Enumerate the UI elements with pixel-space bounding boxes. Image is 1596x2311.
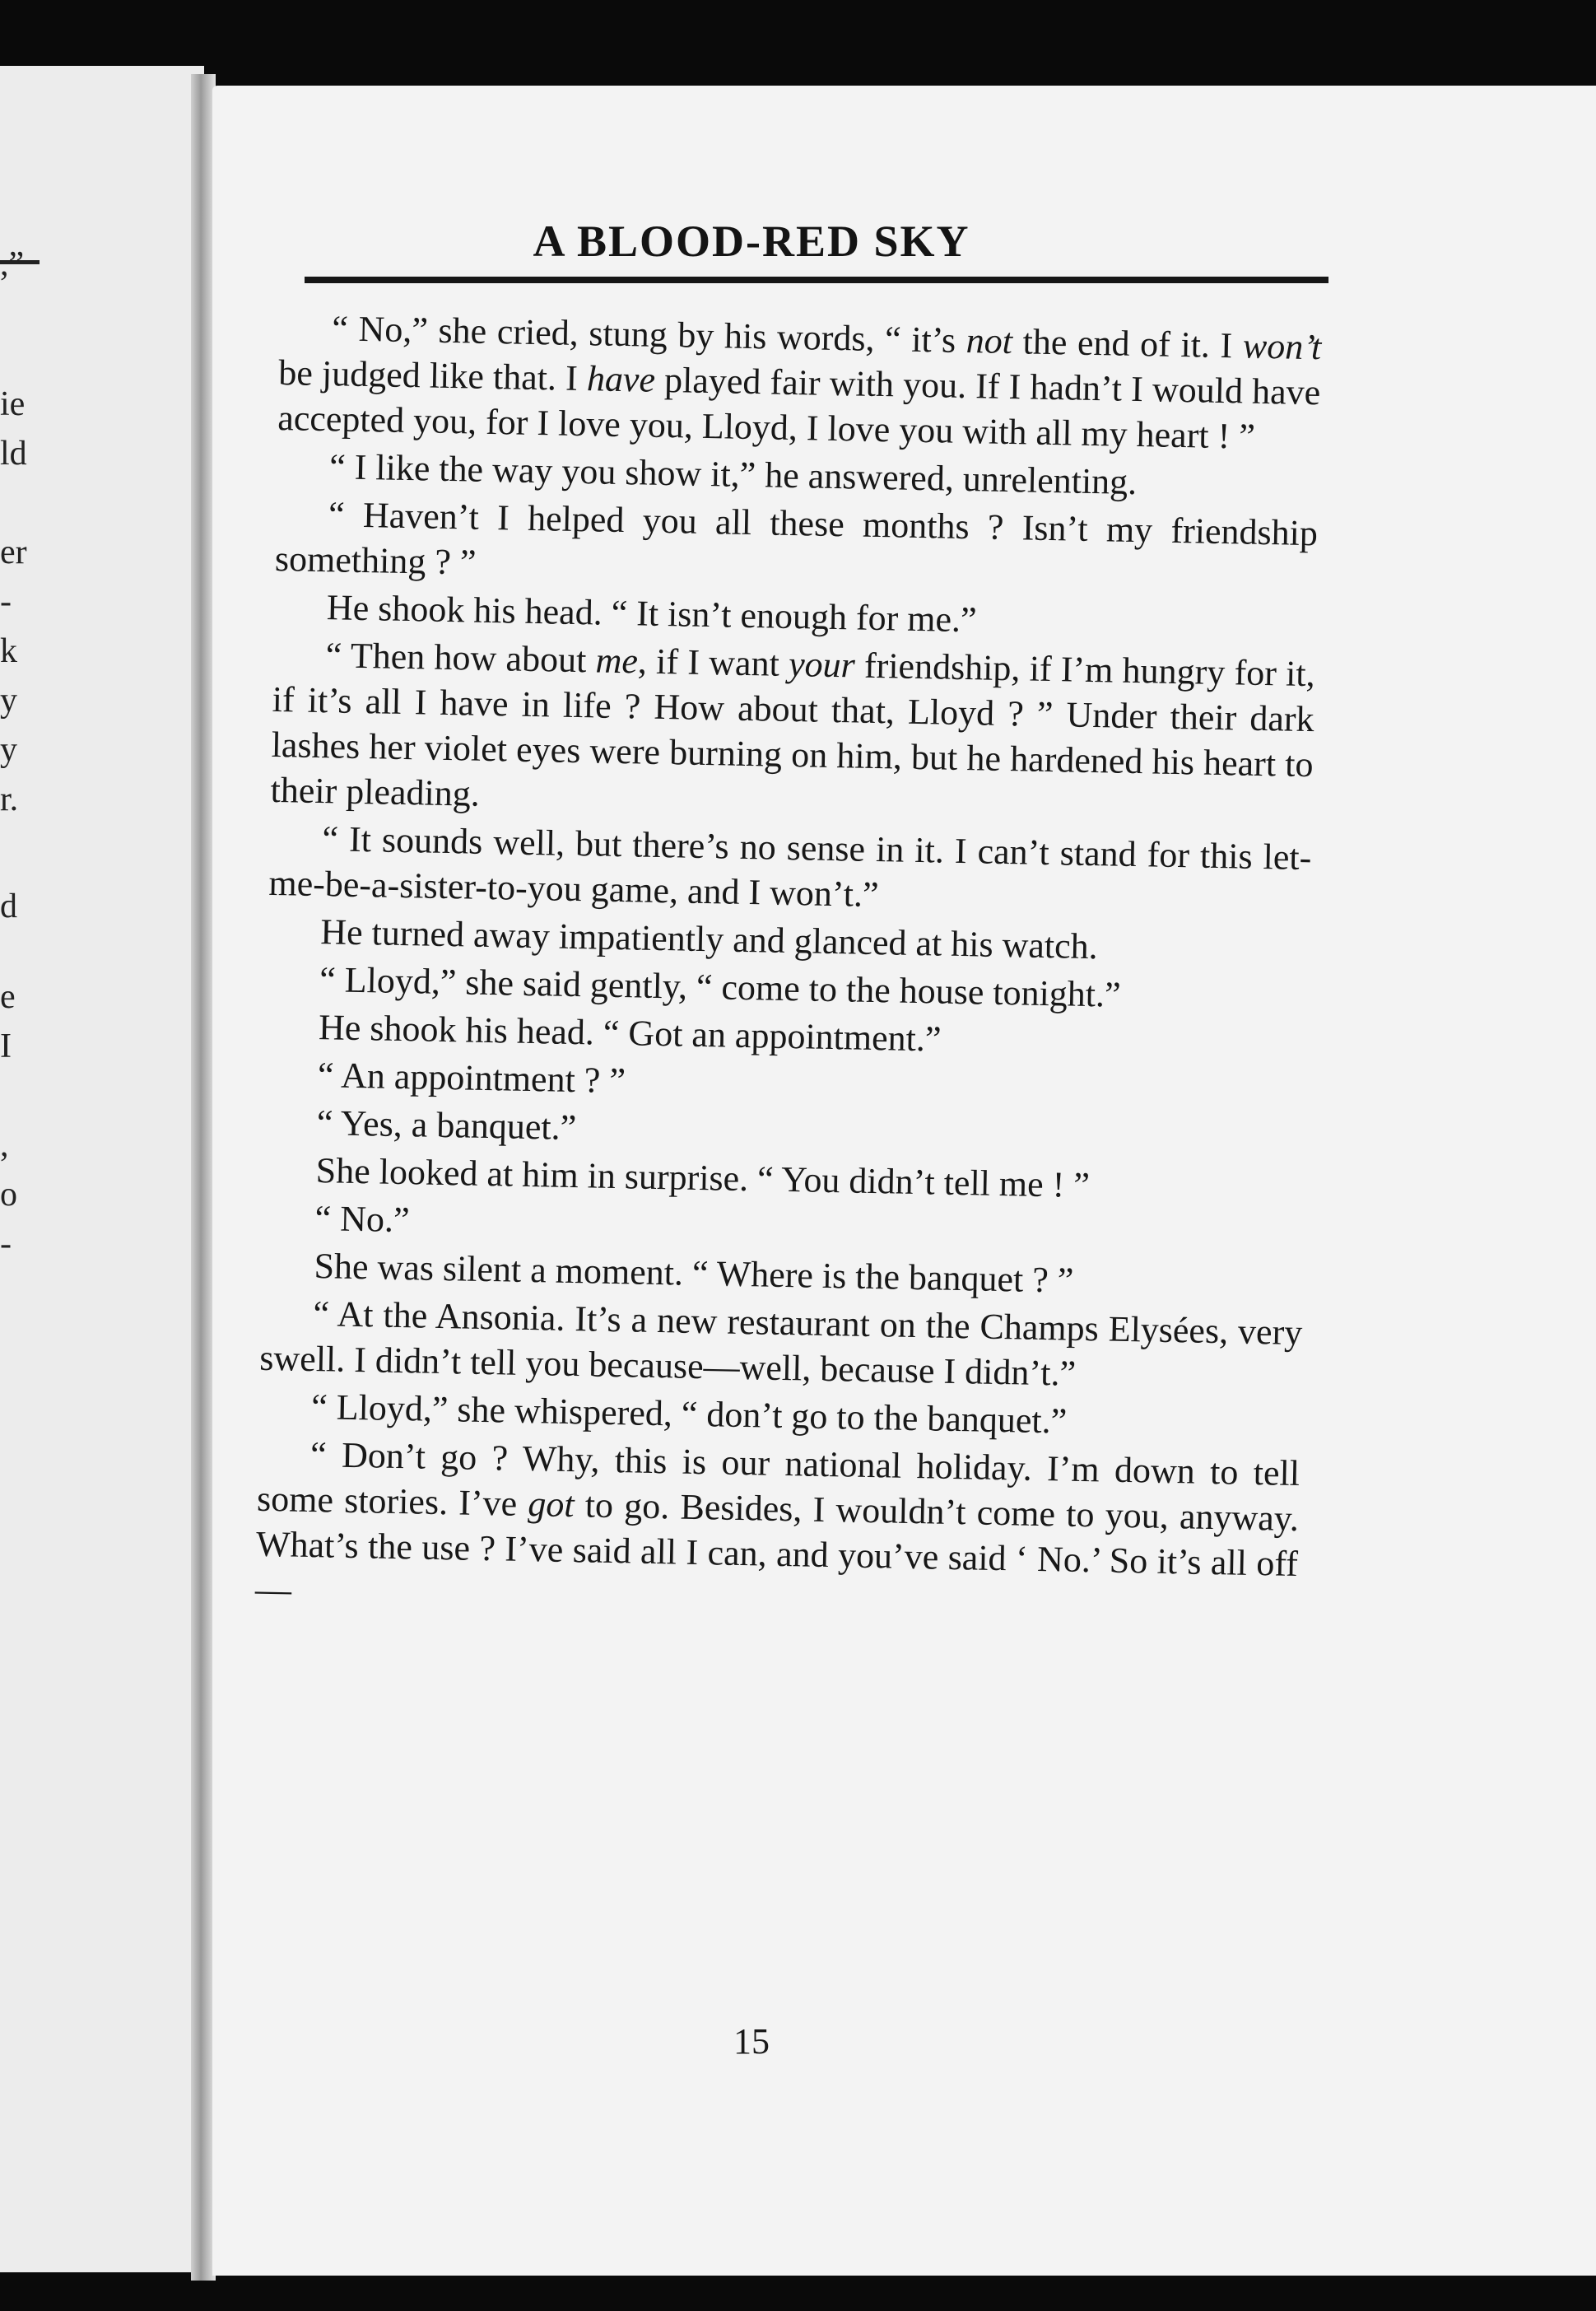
paragraph (270, 631, 1315, 832)
text-run: He shook his head. “ Got an appointment.” (318, 1007, 942, 1060)
left-page-fragment: ‑ (0, 583, 12, 621)
left-page-fragment: y (0, 682, 17, 720)
left-page-fragment: d (0, 888, 17, 925)
paragraph (268, 815, 1312, 925)
italic-run: not (966, 320, 1013, 362)
text-run: “ Haven’t I helped you all these months ? Isn’t my friendship something ? ” (274, 494, 1319, 583)
text-run: played fair with you. If I hadn’t I would have accepted you, for I love you, Lloyd, I love you with all my heart ! ” (277, 359, 1321, 457)
italic-run: me (595, 640, 639, 682)
left-page-fragment: - (0, 1225, 12, 1263)
text-run: “ An appointment ? ” (317, 1055, 626, 1102)
italic-run: your (788, 643, 856, 686)
paragraph (277, 305, 1322, 460)
header-rule (305, 277, 1328, 283)
body-text (254, 305, 1321, 1634)
text-run: the end of it. I (1012, 321, 1244, 366)
text-run: , if I want (637, 641, 789, 684)
left-page-fragment: ld (0, 435, 27, 473)
left-page-fragment: y (0, 731, 17, 769)
left-page-fragment: o (0, 1176, 17, 1214)
left-page-fragment: , (0, 1126, 9, 1164)
text-run: She was silent a moment. “ Where is the banquet ? ” (314, 1246, 1074, 1301)
paragraph (275, 491, 1319, 601)
text-run: “ Don’t go ? Why, this is our national holiday. I’m down to tell some stories. I’ve (256, 1433, 1301, 1525)
running-header: A BLOOD-RED SKY (533, 217, 970, 266)
left-page-fragment: k (0, 632, 17, 670)
text-run: “ Then how about (325, 635, 597, 681)
left-page-fragment: ie (0, 385, 26, 423)
text-run: “ Lloyd,” she said gently, “ come to the house tonight.” (319, 959, 1122, 1015)
paragraph (259, 1290, 1303, 1400)
italic-run: won’t (1242, 325, 1322, 368)
text-run: “ It sounds well, but there’s no sense in it. I can’t stand for this let-me-be-a-sister-to-you game, and I won’t.” (268, 818, 1312, 916)
page-number: 15 (733, 2021, 770, 2062)
text-run: She looked at him in surprise. “ You didn’t tell me ! ” (315, 1150, 1091, 1206)
italic-run: got (527, 1484, 575, 1526)
text-run: “ No,” she cried, stung by his words, “ it’s (331, 308, 967, 361)
right-page (212, 86, 1596, 2276)
text-run: to go. Besides, I wouldn’t come to you, anyway. What’s the use ? I’ve said all I can, and you’ve said ‘ No.’ So it’s all off— (254, 1484, 1300, 1610)
text-run: be judged like that. I (277, 352, 588, 399)
text-run: friendship, if I’m hungry for it, if it’s all I have in life ? How about that, Lloyd ? ” Under their dark lashes her violet eyes were burning on him, but he hardened his heart to their pleading. (270, 645, 1316, 814)
paragraph (255, 1431, 1301, 1632)
left-page-fragment: ,” (0, 245, 25, 283)
text-run: He turned away impatiently and glanced at his watch. (319, 911, 1099, 967)
left-page-fragment: r. (0, 780, 19, 818)
left-page-fragment: I (0, 1027, 12, 1065)
text-run: “ At the Ansonia. It’s a new restaurant on the Champs Elysées, very swell. I didn’t tell you because—well, because I didn’t.” (258, 1293, 1303, 1394)
text-run: “ I like the way you show it,” he answered, unrelenting. (328, 446, 1138, 503)
text-run: “ No.” (314, 1198, 411, 1241)
left-page-fragment: e (0, 978, 16, 1016)
left-page-edge (0, 66, 204, 2272)
text-run: “ Yes, a banquet.” (316, 1102, 577, 1149)
italic-run: have (586, 358, 656, 400)
text-run: “ Lloyd,” she whispered, “ don’t go to the banquet.” (310, 1386, 1068, 1442)
text-run: He shook his head. “ It isn’t enough for me.” (326, 587, 978, 641)
left-page-fragment: er (0, 533, 27, 571)
